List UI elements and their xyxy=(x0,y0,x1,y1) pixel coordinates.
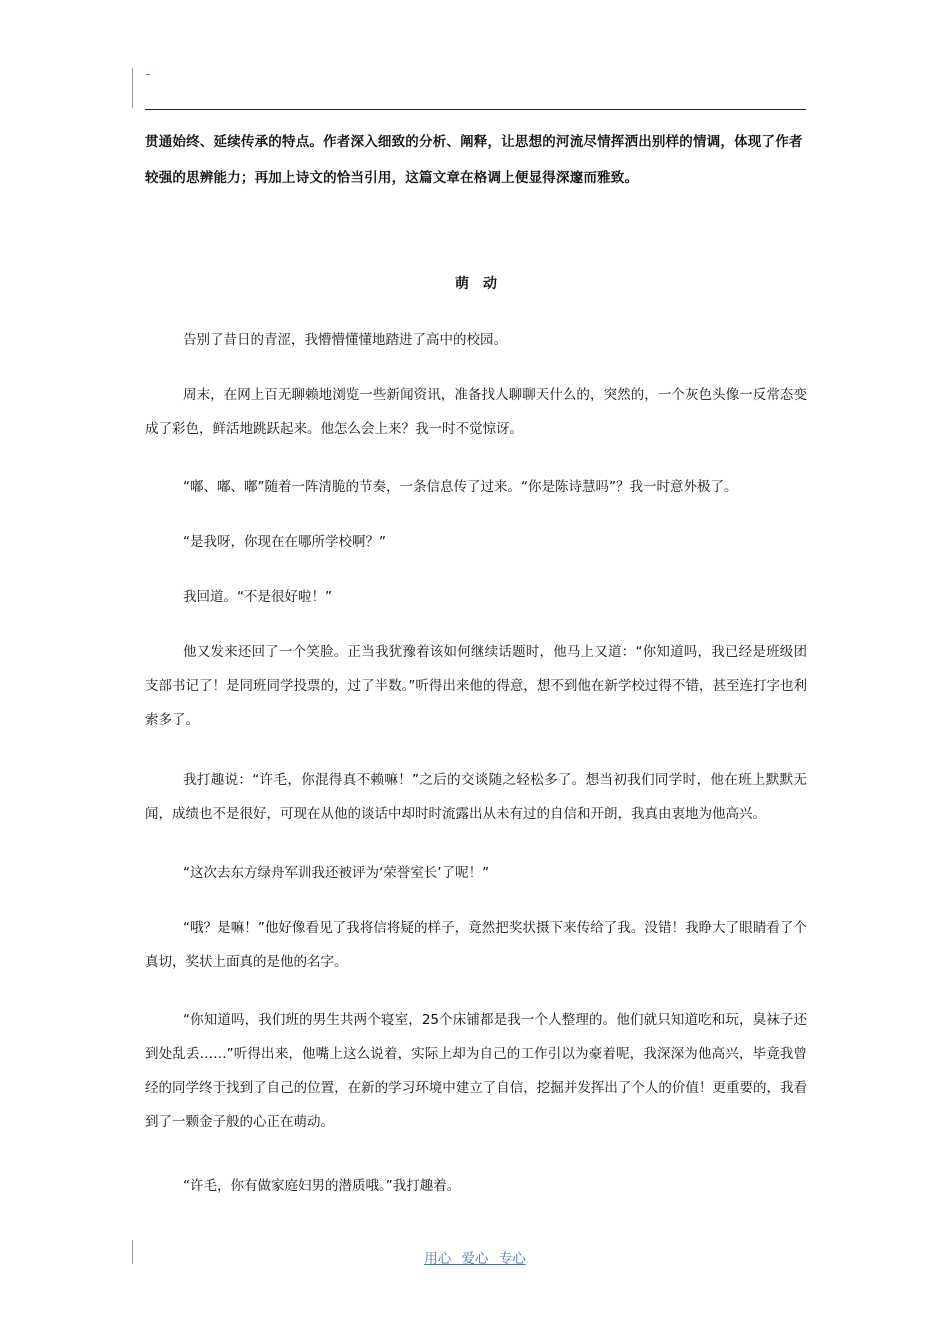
article-paragraph: 告别了昔日的青涩，我懵懵懂懂地踏进了高中的校园。 xyxy=(183,332,507,348)
article-paragraph: 他又发来还回了一个笑脸。正当我犹豫着该如何继续话题时，他马上又道：“你知道吗，我已经是班级团支部书记了！是同班同学投票的，过了半数。”听得出来他的得意，想不到他在新学校过得不错，甚至连打字也利索多了。 xyxy=(145,644,807,728)
article-paragraph: “你知道吗，我们班的男生共两个寝室，25个床铺都是我一个人整理的。他们就只知道吃和玩，臭袜子还到处乱丢……”听得出来，他嘴上这么说着，实际上却为自己的工作引以为豪着呢，我深深为他高兴，毕竟我曾经的同学终于找到了自己的位置，在新的学习环境中建立了自信，挖掘并发挥出了个人的价值！更重要的，我看到了一颗金子般的心正在萌动。 xyxy=(145,1012,807,1130)
intro-commentary: 贯通始终、延续传承的特点。作者深入细致的分析、阐释，让思想的河流尽情挥洒出别样的情调，体现了作者较强的思辨能力；再加上诗文的恰当引用，这篇文章在格调上便显得深邃而雅致。 xyxy=(145,134,803,186)
article-paragraph: “这次去东方绿舟军训我还被评为‘荣誉室长’了呢！” xyxy=(183,865,490,881)
header-link[interactable]: – xyxy=(145,67,151,81)
article-paragraph: “许毛，你有做家庭妇男的潜质哦。”我打趣着。 xyxy=(183,1178,461,1194)
article-paragraph: “嘟、嘟、嘟”随着一阵清脆的节奏，一条信息传了过来。“你是陈诗慧吗”？我一时意外极了。 xyxy=(183,479,738,495)
header-margin-mark xyxy=(132,68,133,108)
footer-link[interactable]: 用心 爱心 专心 xyxy=(424,1251,526,1267)
article-title: 萌 动 xyxy=(455,276,497,292)
article-paragraph: 我回道。“不是很好啦！” xyxy=(183,589,332,605)
header-divider xyxy=(145,109,806,110)
article-paragraph: 周末，在网上百无聊赖地浏览一些新闻资讯，准备找人聊聊天什么的，突然的，一个灰色头像一反常态变成了彩色，鲜活地跳跃起来。他怎么会上来？我一时不觉惊讶。 xyxy=(145,387,807,437)
article-paragraph: “是我呀，你现在在哪所学校啊？” xyxy=(183,534,386,550)
article-paragraph: 我打趣说：“许毛，你混得真不赖嘛！”之后的交谈随之轻松多了。想当初我们同学时，他在班上默默无闻，成绩也不是很好，可现在从他的谈话中却时时流露出从未有过的自信和开朗，我真由衷地为他高兴。 xyxy=(145,772,807,822)
article-paragraph: “哦？是嘛！”他好像看见了我将信将疑的样子，竟然把奖状摄下来传给了我。没错！我睁大了眼睛看了个真切，奖状上面真的是他的名字。 xyxy=(145,920,807,970)
